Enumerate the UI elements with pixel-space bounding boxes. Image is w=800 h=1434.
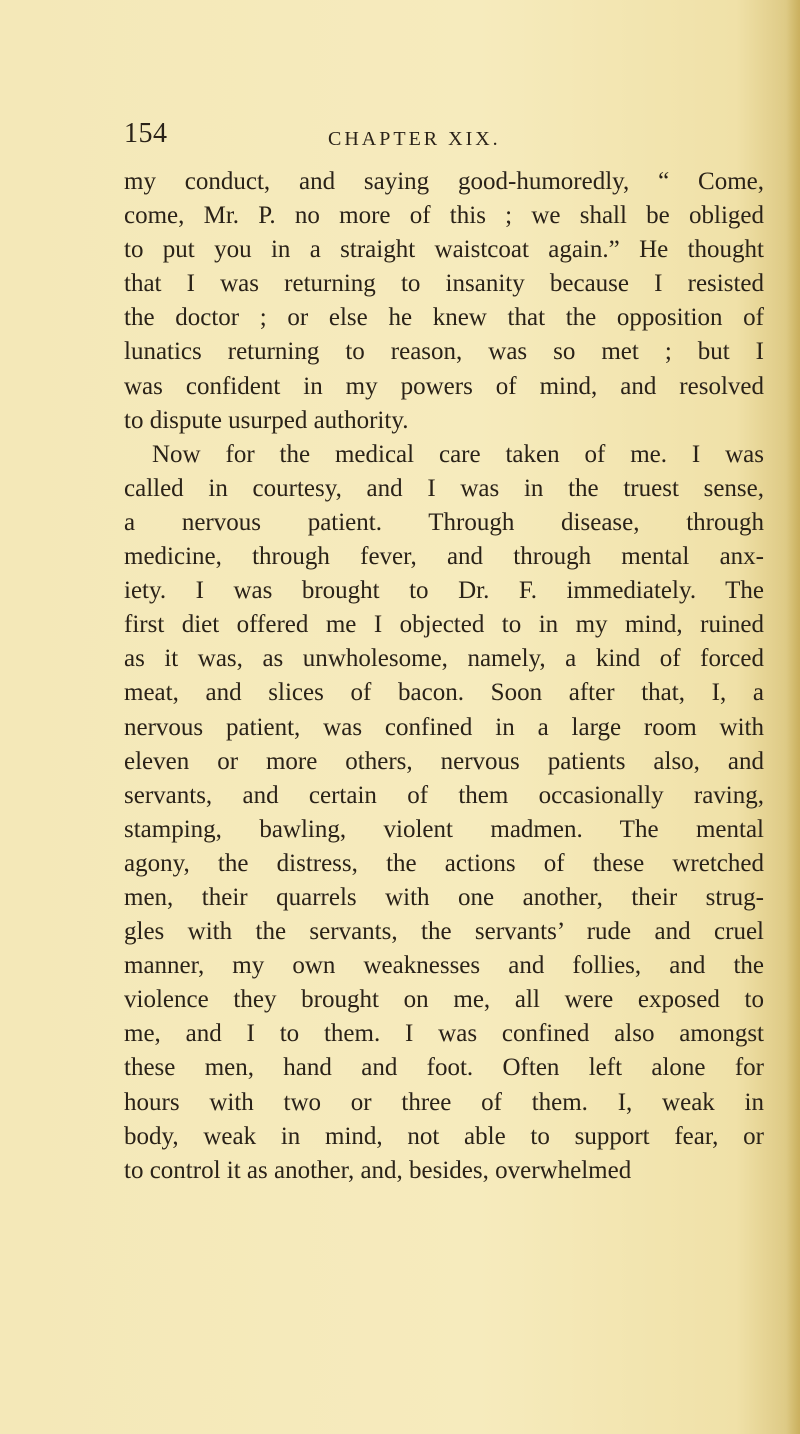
text-line: that I was returning to insanity because I resisted: [124, 270, 764, 298]
text-line: my conduct, and saying good-humoredly, “ Come,: [124, 168, 764, 195]
paragraph-start-line: Now for the medical care taken of me. I was: [152, 440, 764, 468]
text-line: to put you in a straight waistcoat again.” He thought: [124, 236, 764, 264]
text-line: come, Mr. P. no more of this ; we shall be obliged: [124, 202, 764, 230]
text-line: as it was, as unwholesome, namely, a kind of forced: [124, 645, 764, 673]
text-line: men, their quarrels with one another, their strug-: [124, 883, 764, 911]
page-header: [124, 118, 724, 158]
text-line: lunatics returning to reason, was so met ; but I: [124, 338, 764, 366]
text-line: nervous patient, was confined in a large room with: [124, 713, 764, 741]
text-line: first diet offered me I objected to in my mind, ruined: [124, 611, 764, 639]
text-line: stamping, bawling, violent madmen. The mental: [124, 815, 764, 843]
text-line: body, weak in mind, not able to support fear, or: [124, 1122, 764, 1150]
text-line: agony, the distress, the actions of these wretched: [124, 849, 764, 877]
page-number: 154: [124, 118, 168, 149]
text-line: was confident in my powers of mind, and resolved: [124, 372, 764, 400]
running-head: CHAPTER XIX.: [328, 128, 501, 150]
text-line: me, and I to them. I was confined also amongst: [124, 1020, 764, 1048]
body-text: [124, 165, 764, 1188]
page-edge-shadow: [786, 0, 800, 1434]
text-line: the doctor ; or else he knew that the opposition of: [124, 304, 764, 332]
text-line: manner, my own weaknesses and follies, and the: [124, 952, 764, 980]
text-line: violence they brought on me, all were exposed to: [124, 986, 764, 1014]
text-line: hours with two or three of them. I, weak in: [124, 1088, 764, 1116]
text-line: these men, hand and foot. Often left alone for: [124, 1054, 764, 1082]
text-line: to control it as another, and, besides, overwhelmed: [124, 1156, 632, 1184]
text-line: meat, and slices of bacon. Soon after that, I, a: [124, 679, 764, 707]
text-line: eleven or more others, nervous patients also, and: [124, 747, 764, 775]
text-line: medicine, through fever, and through mental anx-: [124, 543, 764, 571]
text-line: servants, and certain of them occasionally raving,: [124, 781, 764, 809]
text-line: to dispute usurped authority.: [124, 406, 409, 434]
text-line: iety. I was brought to Dr. F. immediately. The: [124, 577, 764, 605]
text-line: a nervous patient. Through disease, through: [124, 508, 764, 536]
text-line: gles with the servants, the servants’ rude and cruel: [124, 918, 764, 946]
text-line: called in courtesy, and I was in the truest sense,: [124, 474, 764, 502]
